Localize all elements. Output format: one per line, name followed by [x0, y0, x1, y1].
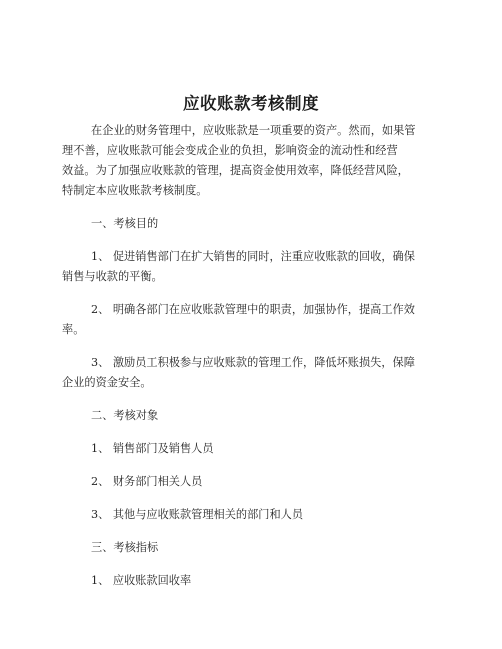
list-item-line: 2、 财务部门相关人员: [91, 475, 203, 488]
section-heading: 一、考核目的: [91, 217, 159, 230]
paragraph-line: 效益。为了加强应收账款的管理，提高资金使用效率，降低经营风险，: [62, 164, 409, 177]
section-heading: 三、考核指标: [91, 541, 159, 554]
list-item-line: 2、 明确各部门在应收账款管理中的职责，加强协作，提高工作效: [91, 303, 415, 316]
document-title: 应收账款考核制度: [183, 94, 319, 113]
list-item-line: 3、 激励员工积极参与应收账款的管理工作，降低坏账损失，保障: [91, 356, 415, 369]
paragraph-line: 特制定本应收账款考核制度。: [62, 184, 208, 197]
list-item-line: 企业的资金安全。: [62, 376, 152, 389]
list-item-line: 1、 销售部门及销售人员: [91, 442, 214, 455]
list-item-line: 3、 其他与应收账款管理相关的部门和人员: [91, 508, 304, 521]
list-item-line: 销售与收款的平衡。: [62, 270, 163, 283]
list-item-line: 1、 促进销售部门在扩大销售的同时，注重应收账款的回收，确保: [91, 250, 415, 263]
list-item-line: 1、 应收账款回收率: [91, 574, 192, 587]
section-heading: 二、考核对象: [91, 409, 159, 422]
paragraph-line: 理不善，应收账款可能会变成企业的负担，影响资金的流动性和经营: [62, 144, 398, 157]
list-item-line: 率。: [62, 323, 85, 336]
paragraph-line: 在企业的财务管理中，应收账款是一项重要的资产。然而，如果管: [91, 124, 416, 137]
